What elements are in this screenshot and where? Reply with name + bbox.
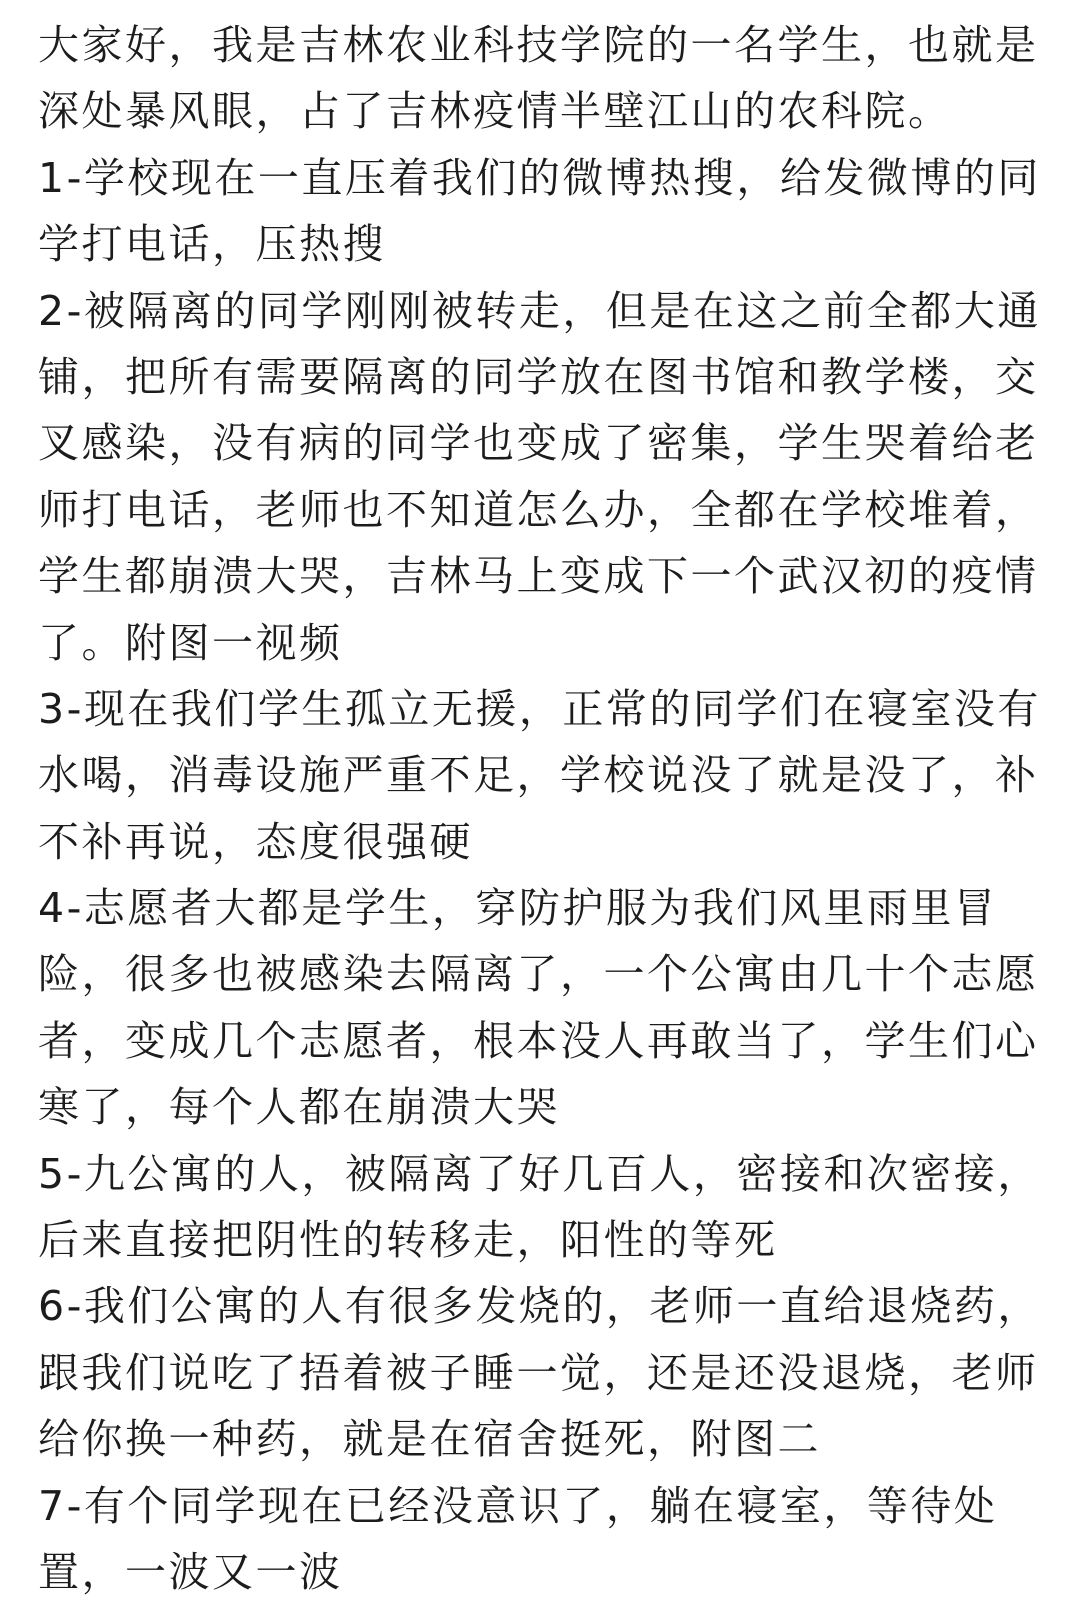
text-line: 给你换一种药，就是在宿舍挺死，附图二: [38, 1415, 821, 1464]
text-line: 7-有个同学现在已经没意识了，躺在寝室，等待处: [38, 1481, 998, 1530]
text-line: 跟我们说吃了捂着被子睡一觉，还是还没退烧，老师: [38, 1348, 1039, 1397]
item-3: [38, 676, 1044, 875]
text-line: 叉感染，没有病的同学也变成了密集，学生哭着给老: [38, 419, 1039, 468]
text-line: 师打电话，老师也不知道怎么办，全都在学校堆着，: [38, 485, 1039, 534]
text-line: 水喝，消毒设施严重不足，学校说没了就是没了，补: [38, 751, 1039, 800]
text-line: 2-被隔离的同学刚刚被转走，但是在这之前全都大通: [38, 286, 1041, 335]
item-6: [38, 1273, 1044, 1472]
text-line: 4-志愿者大都是学生，穿防护服为我们风里雨里冒: [38, 884, 998, 933]
text-line: 不补再说，态度很强硬: [38, 817, 473, 866]
intro-paragraph: [38, 12, 1044, 145]
text-line: 了。附图一视频: [38, 618, 343, 667]
item-1: [38, 145, 1044, 278]
text-line: 后来直接把阴性的转移走，阳性的等死: [38, 1216, 778, 1265]
text-line: 险，很多也被感染去隔离了，一个公寓由几十个志愿: [38, 950, 1039, 999]
text-line: 5-九公寓的人，被隔离了好几百人，密接和次密接，: [38, 1149, 1041, 1198]
item-5: [38, 1141, 1044, 1274]
text-line: 铺，把所有需要隔离的同学放在图书馆和教学楼，交: [38, 352, 1039, 401]
text-line: 3-现在我们学生孤立无援，正常的同学们在寝室没有: [38, 684, 1041, 733]
item-2: [38, 278, 1044, 676]
text-line: 置，一波又一波: [38, 1547, 343, 1596]
item-7: [38, 1473, 1044, 1606]
text-line: 学生都崩溃大哭，吉林马上变成下一个武汉初的疫情: [38, 552, 1039, 601]
text-line: 1-学校现在一直压着我们的微博热搜，给发微博的同: [38, 153, 1041, 202]
text-line: 寒了，每个人都在崩溃大哭: [38, 1083, 560, 1132]
text-line: 学打电话，压热搜: [38, 220, 386, 269]
item-4: [38, 875, 1044, 1141]
text-line: 者，变成几个志愿者，根本没人再敢当了，学生们心: [38, 1016, 1039, 1065]
text-line: 6-我们公寓的人有很多发烧的，老师一直给退烧药，: [38, 1282, 1041, 1331]
text-line: 深处暴风眼，占了吉林疫情半壁江山的农科院。: [38, 87, 952, 136]
text-line: 大家好，我是吉林农业科技学院的一名学生，也就是: [38, 21, 1039, 69]
